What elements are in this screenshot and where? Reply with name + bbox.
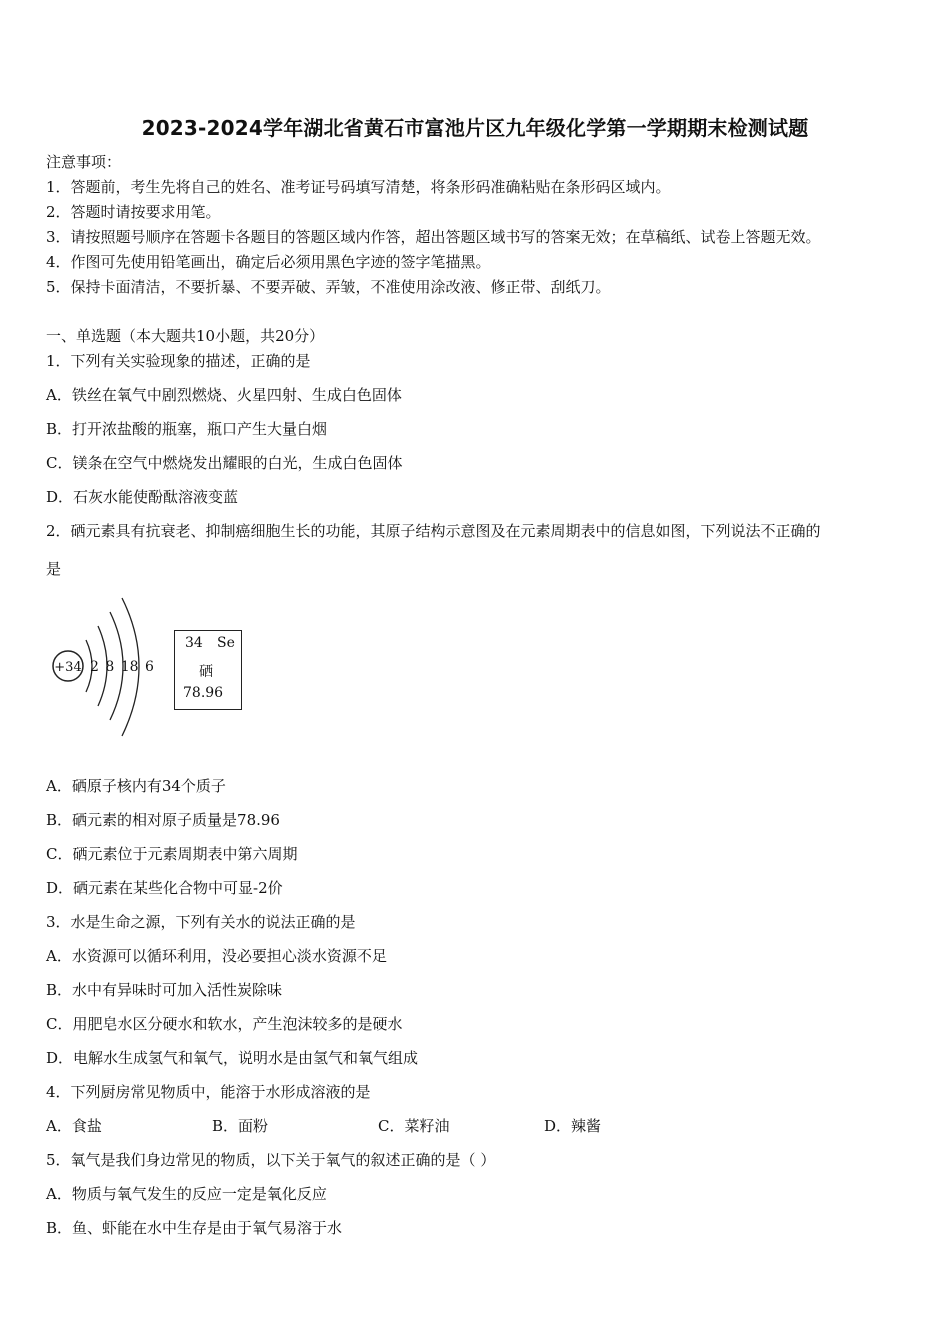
q2-option-a: A．硒原子核内有34个质子 [46,777,226,795]
atomic-mass: 78.96 [183,685,224,701]
atom-structure-diagram [46,590,166,750]
electron-counts: 2 8 18 6 [90,659,154,675]
q3-option-c: C．用肥皂水区分硬水和软水，产生泡沫较多的是硬水 [46,1015,403,1033]
q4-option-b: B．面粉 [212,1117,269,1135]
element-name: 硒 [199,664,213,680]
q4-option-c: C．菜籽油 [378,1117,450,1135]
nucleus-charge: +34 [54,660,82,675]
q2-option-c: C．硒元素位于元素周期表中第六周期 [46,845,298,863]
notice-item-3: 3．请按照题号顺序在答题卡各题目的答题区域内作答，超出答题区域书写的答案无效；在草稿纸、试卷上答题无效。 [46,228,821,246]
q3-option-b: B．水中有异味时可加入活性炭除味 [46,981,283,999]
notice-item-5: 5．保持卡面清洁，不要折暴、不要弄破、弄皱，不准使用涂改液、修正带、刮纸刀。 [46,278,611,296]
q1-option-d: D．石灰水能使酚酞溶液变蓝 [46,488,239,506]
q3-stem: 3．水是生命之源，下列有关水的说法正确的是 [46,913,356,931]
q1-stem: 1．下列有关实验现象的描述，正确的是 [46,352,311,370]
q2-stem-line1: 2．硒元素具有抗衰老、抑制癌细胞生长的功能，其原子结构示意图及在元素周期表中的信息如图，下列说法不正确的 [46,522,821,540]
q2-option-b: B．硒元素的相对原子质量是78.96 [46,811,280,829]
notice-item-4: 4．作图可先使用铅笔画出，确定后必须用黑色字迹的签字笔描黑。 [46,253,491,271]
selenium-figure [46,590,266,750]
q1-option-a: A．铁丝在氧气中剧烈燃烧、火星四射、生成白色固体 [46,386,402,404]
q3-option-a: A．水资源可以循环利用，没必要担心淡水资源不足 [46,947,387,965]
periodic-table-cell [174,630,242,710]
q5-option-a: A．物质与氧气发生的反应一定是氧化反应 [46,1185,327,1203]
q4-option-a: A．食盐 [46,1117,102,1135]
atomic-number: 34 [185,635,203,651]
notice-item-1: 1．答题前，考生先将自己的姓名、准考证号码填写清楚，将条形码准确粘贴在条形码区域内。 [46,178,671,196]
q2-stem-line2: 是 [46,560,62,578]
section-heading: 一、单选题（本大题共10小题，共20分） [46,327,325,345]
q4-options [46,1116,601,1136]
q4-option-d: D．辣酱 [544,1117,602,1135]
q5-option-b: B．鱼、虾能在水中生存是由于氧气易溶于水 [46,1219,343,1237]
notice-heading: 注意事项： [46,153,122,171]
q2-option-d: D．硒元素在某些化合物中可显-2价 [46,879,283,897]
page-title: 2023-2024学年湖北省黄石市富池片区九年级化学第一学期期末检测试题 [141,116,809,140]
q1-option-c: C．镁条在空气中燃烧发出耀眼的白光，生成白色固体 [46,454,403,472]
q4-stem: 4．下列厨房常见物质中，能溶于水形成溶液的是 [46,1083,371,1101]
element-symbol: Se [217,635,235,651]
q3-option-d: D．电解水生成氢气和氧气，说明水是由氢气和氧气组成 [46,1049,419,1067]
notice-item-2: 2．答题时请按要求用笔。 [46,203,221,221]
q5-stem: 5．氧气是我们身边常见的物质，以下关于氧气的叙述正确的是（ ） [46,1151,496,1169]
q1-option-b: B．打开浓盐酸的瓶塞，瓶口产生大量白烟 [46,420,328,438]
